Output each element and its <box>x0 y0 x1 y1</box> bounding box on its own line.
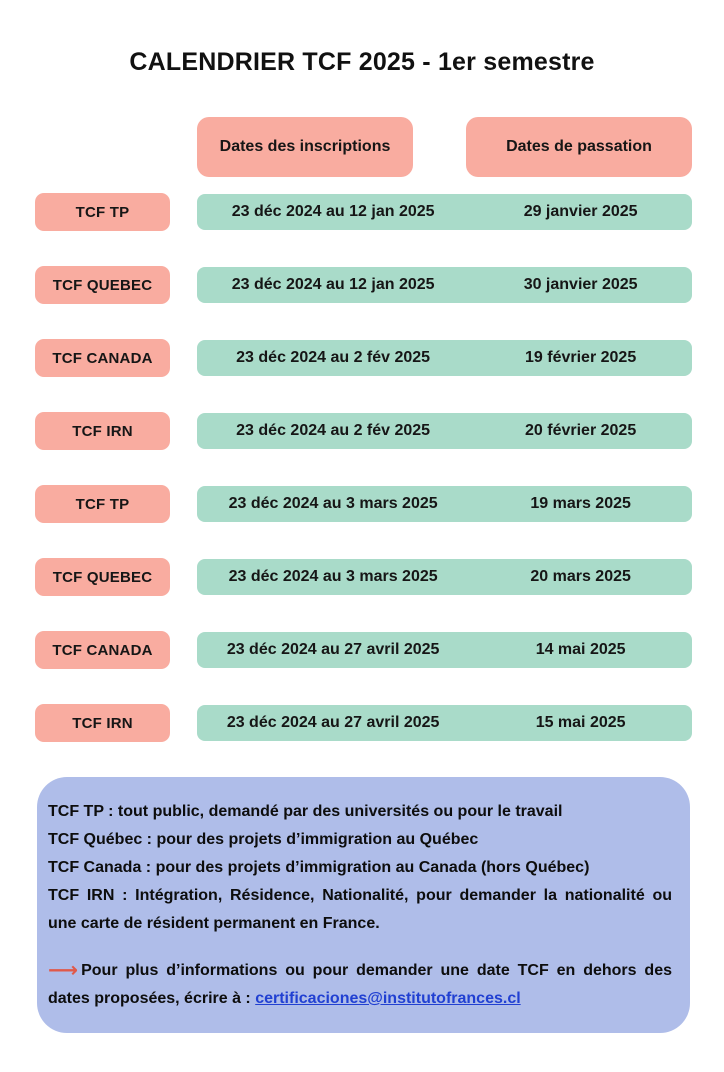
table-row <box>35 339 724 377</box>
table-row <box>35 485 724 523</box>
row-label: TCF QUEBEC <box>35 558 170 596</box>
row-label: TCF TP <box>35 193 170 231</box>
info-note-text: Pour plus d’informations ou pour demander une date TCF en dehors des dates proposées, écrire à : <box>48 962 672 1007</box>
inscription-cell: 23 déc 2024 au 2 fév 2025 <box>236 349 431 366</box>
row-bar <box>197 486 692 522</box>
passation-cell: 20 février 2025 <box>525 422 637 439</box>
passation-cell: 30 janvier 2025 <box>523 276 638 293</box>
table-row <box>35 412 724 450</box>
inscription-cell: 23 déc 2024 au 3 mars 2025 <box>228 495 438 512</box>
table-row <box>35 266 724 304</box>
row-bar <box>197 340 692 376</box>
passation-cell: 29 janvier 2025 <box>523 203 638 220</box>
row-label: TCF CANADA <box>35 339 170 377</box>
right-arrow-icon: ⟶ <box>48 958 77 982</box>
row-label: TCF CANADA <box>35 631 170 669</box>
contact-email-link[interactable]: certificaciones@institutofrances.cl <box>255 990 521 1007</box>
info-line-tcf-quebec: TCF Québec : pour des projets d’immigration au Québec <box>48 831 479 848</box>
row-bar <box>197 559 692 595</box>
table-row <box>35 704 724 742</box>
row-bar <box>197 194 692 230</box>
row-bar <box>197 632 692 668</box>
inscription-cell: 23 déc 2024 au 27 avril 2025 <box>226 714 440 731</box>
info-line-tcf-canada: TCF Canada : pour des projets d’immigration au Canada (hors Québec) <box>48 859 590 876</box>
passation-cell: 14 mai 2025 <box>535 641 626 658</box>
info-note <box>48 956 672 1013</box>
inscription-cell: 23 déc 2024 au 2 fév 2025 <box>236 422 431 439</box>
info-line-tcf-tp: TCF TP : tout public, demandé par des universités ou pour le travail <box>48 803 563 820</box>
col-header-passation: Dates de passation <box>466 117 692 177</box>
row-label: TCF QUEBEC <box>35 266 170 304</box>
table-row <box>35 631 724 669</box>
calendar-page <box>0 48 724 1033</box>
row-bar <box>197 267 692 303</box>
passation-cell: 19 février 2025 <box>525 349 637 366</box>
table-header-row <box>197 117 724 177</box>
row-bar <box>197 705 692 741</box>
inscription-cell: 23 déc 2024 au 12 jan 2025 <box>231 276 435 293</box>
page-title: CALENDRIER TCF 2025 - 1er semestre <box>129 48 595 76</box>
row-label: TCF TP <box>35 485 170 523</box>
passation-cell: 15 mai 2025 <box>535 714 626 731</box>
row-label: TCF IRN <box>35 412 170 450</box>
row-bar <box>197 413 692 449</box>
table-row <box>35 193 724 231</box>
row-label: TCF IRN <box>35 704 170 742</box>
inscription-cell: 23 déc 2024 au 27 avril 2025 <box>226 641 440 658</box>
passation-cell: 19 mars 2025 <box>530 495 631 512</box>
calendar-rows <box>0 193 724 742</box>
inscription-cell: 23 déc 2024 au 12 jan 2025 <box>231 203 435 220</box>
col-header-inscriptions: Dates des inscriptions <box>197 117 413 177</box>
inscription-cell: 23 déc 2024 au 3 mars 2025 <box>228 568 438 585</box>
table-row <box>35 558 724 596</box>
passation-cell: 20 mars 2025 <box>530 568 631 585</box>
info-line-tcf-irn: TCF IRN : Intégration, Résidence, Nationalité, pour demander la nationalité ou une carte de résident permanent en France. <box>48 887 672 932</box>
info-box <box>37 777 690 1033</box>
